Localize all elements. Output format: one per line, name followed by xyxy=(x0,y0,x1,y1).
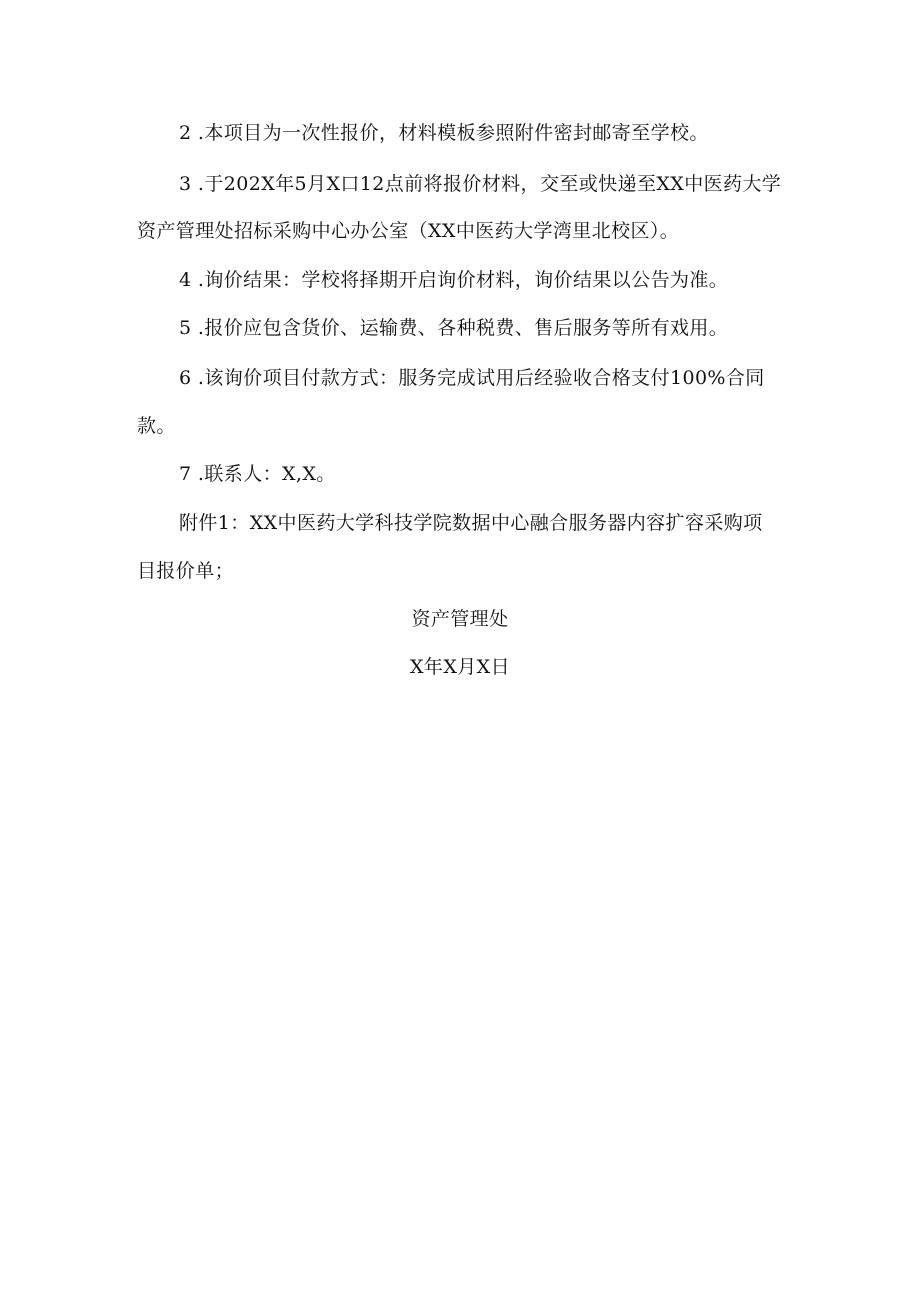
attachment-text-line1: 附件1：XX中医药大学科技学院数据中心融合服务器内容扩容采购项 xyxy=(179,512,763,534)
item-3-text-line2: 资产管理处招标采购中心办公室（XX中医药大学湾里北校区）。 xyxy=(137,220,680,242)
signature-department: 资产管理处 xyxy=(411,608,509,630)
item-7-text: 7 .联系人：X,X。 xyxy=(179,463,336,485)
item-4-text: 4 .询价结果：学校将择期开启询价材料，询价结果以公告为准。 xyxy=(179,269,729,291)
item-2-text: 2 .本项目为一次性报价，材料模板参照附件密封邮寄至学校。 xyxy=(179,122,709,144)
item-6-text-line2: 款。 xyxy=(137,415,176,437)
item-3-text-line1: 3 .于202X年5月X口12点前将报价材料，交至或快递至XX中医药大学 xyxy=(179,173,782,195)
item-6-text-line1: 6 .该询价项目付款方式：服务完成试用后经验收合格支付100%合同 xyxy=(179,367,765,389)
attachment-text-line2: 目报价单； xyxy=(137,560,235,582)
item-5-text: 5 .报价应包含货价、运输费、各种税费、售后服务等所有戏用。 xyxy=(179,317,729,339)
signature-date: X年X月X日 xyxy=(410,656,510,678)
